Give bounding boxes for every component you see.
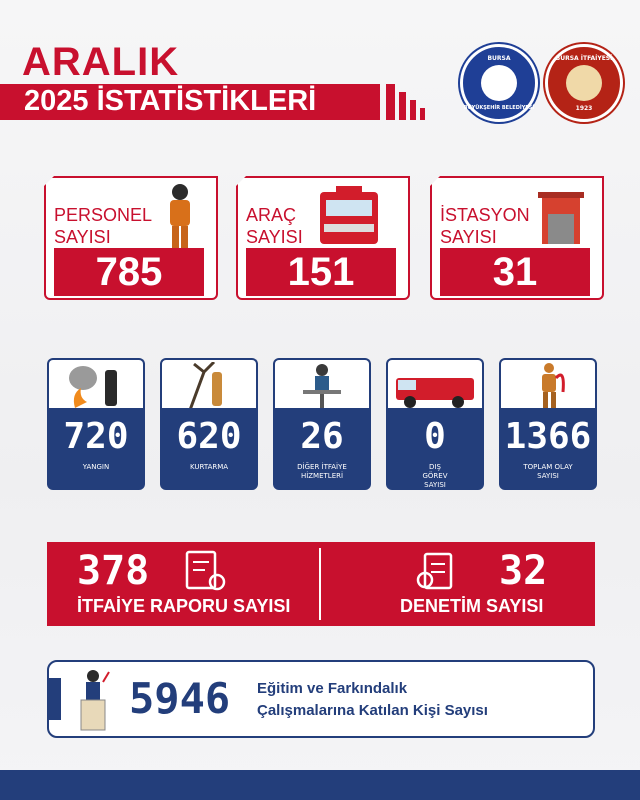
fire-station-icon — [538, 186, 584, 246]
education-box — [47, 660, 595, 738]
title-year: 2025 İSTATİSTİKLERİ — [24, 85, 317, 117]
education-count: 5946 — [129, 674, 231, 723]
fire-icon — [67, 362, 125, 410]
desk-person-icon — [293, 362, 351, 410]
footer-bar — [0, 770, 640, 800]
report-inspection-band — [47, 542, 595, 626]
other-services-label: DİĞER İTFAİYE HİZMETLERİ — [297, 463, 347, 480]
rescue-count: 620 — [176, 416, 242, 457]
external-duty-label: DIŞ GÖREV SAYISI — [422, 463, 448, 489]
bursa-itfaiye-logo: BURSA İTFAİYESİ 1923 — [545, 44, 623, 122]
title-stripe — [399, 92, 406, 120]
truck-icon — [394, 372, 476, 410]
speaker-podium-icon — [73, 668, 113, 732]
fire-truck-icon — [314, 186, 384, 252]
other-services-count: 26 — [300, 416, 344, 457]
title-stripe — [420, 108, 425, 120]
stat-card-rescue — [160, 358, 258, 493]
stat-card-other-services — [273, 358, 371, 493]
rescue-icon — [180, 362, 238, 410]
total-incident-label: TOPLAM OLAY SAYISI — [523, 463, 573, 480]
report-label: İTFAİYE RAPORU SAYISI — [77, 596, 291, 616]
firefighter-hose-icon — [533, 362, 567, 410]
station-card: İSTASYON SAYISI 31 — [430, 176, 600, 296]
inspection-label: DENETİM SAYISI — [400, 596, 544, 616]
external-duty-count: 0 — [424, 416, 446, 457]
education-accent — [49, 678, 61, 720]
personnel-card: PERSONEL SAYISI 785 — [44, 176, 214, 296]
firefighter-icon — [160, 182, 200, 252]
rescue-label: KURTARMA — [189, 463, 229, 471]
stat-card-external — [386, 358, 484, 493]
report-document-icon — [185, 550, 227, 594]
fire-label: YANGIN — [82, 463, 110, 471]
inspection-clipboard-icon — [415, 550, 457, 594]
bursa-buyuksehir-logo: BURSA BÜYÜKŞEHİR BELEDİYESİ — [460, 44, 538, 122]
education-label: Eğitim ve Farkındalık Çalışmalarına Katılan Kişi Sayısı — [257, 680, 488, 719]
stat-card-fire — [47, 358, 145, 493]
band-divider — [319, 548, 321, 620]
stat-card-total — [499, 358, 597, 493]
station-count: 31 — [440, 248, 590, 296]
title-stripe — [386, 84, 395, 120]
personnel-count: 785 — [54, 248, 204, 296]
total-incident-count: 1366 — [504, 416, 592, 457]
title-stripe — [410, 100, 416, 120]
report-count: 378 — [77, 548, 150, 594]
inspection-count: 32 — [499, 548, 548, 594]
title-month: ARALIK — [22, 40, 180, 84]
fire-count: 720 — [63, 416, 129, 457]
vehicle-count: 151 — [246, 248, 396, 296]
vehicle-card: ARAÇ SAYISI 151 — [236, 176, 406, 296]
